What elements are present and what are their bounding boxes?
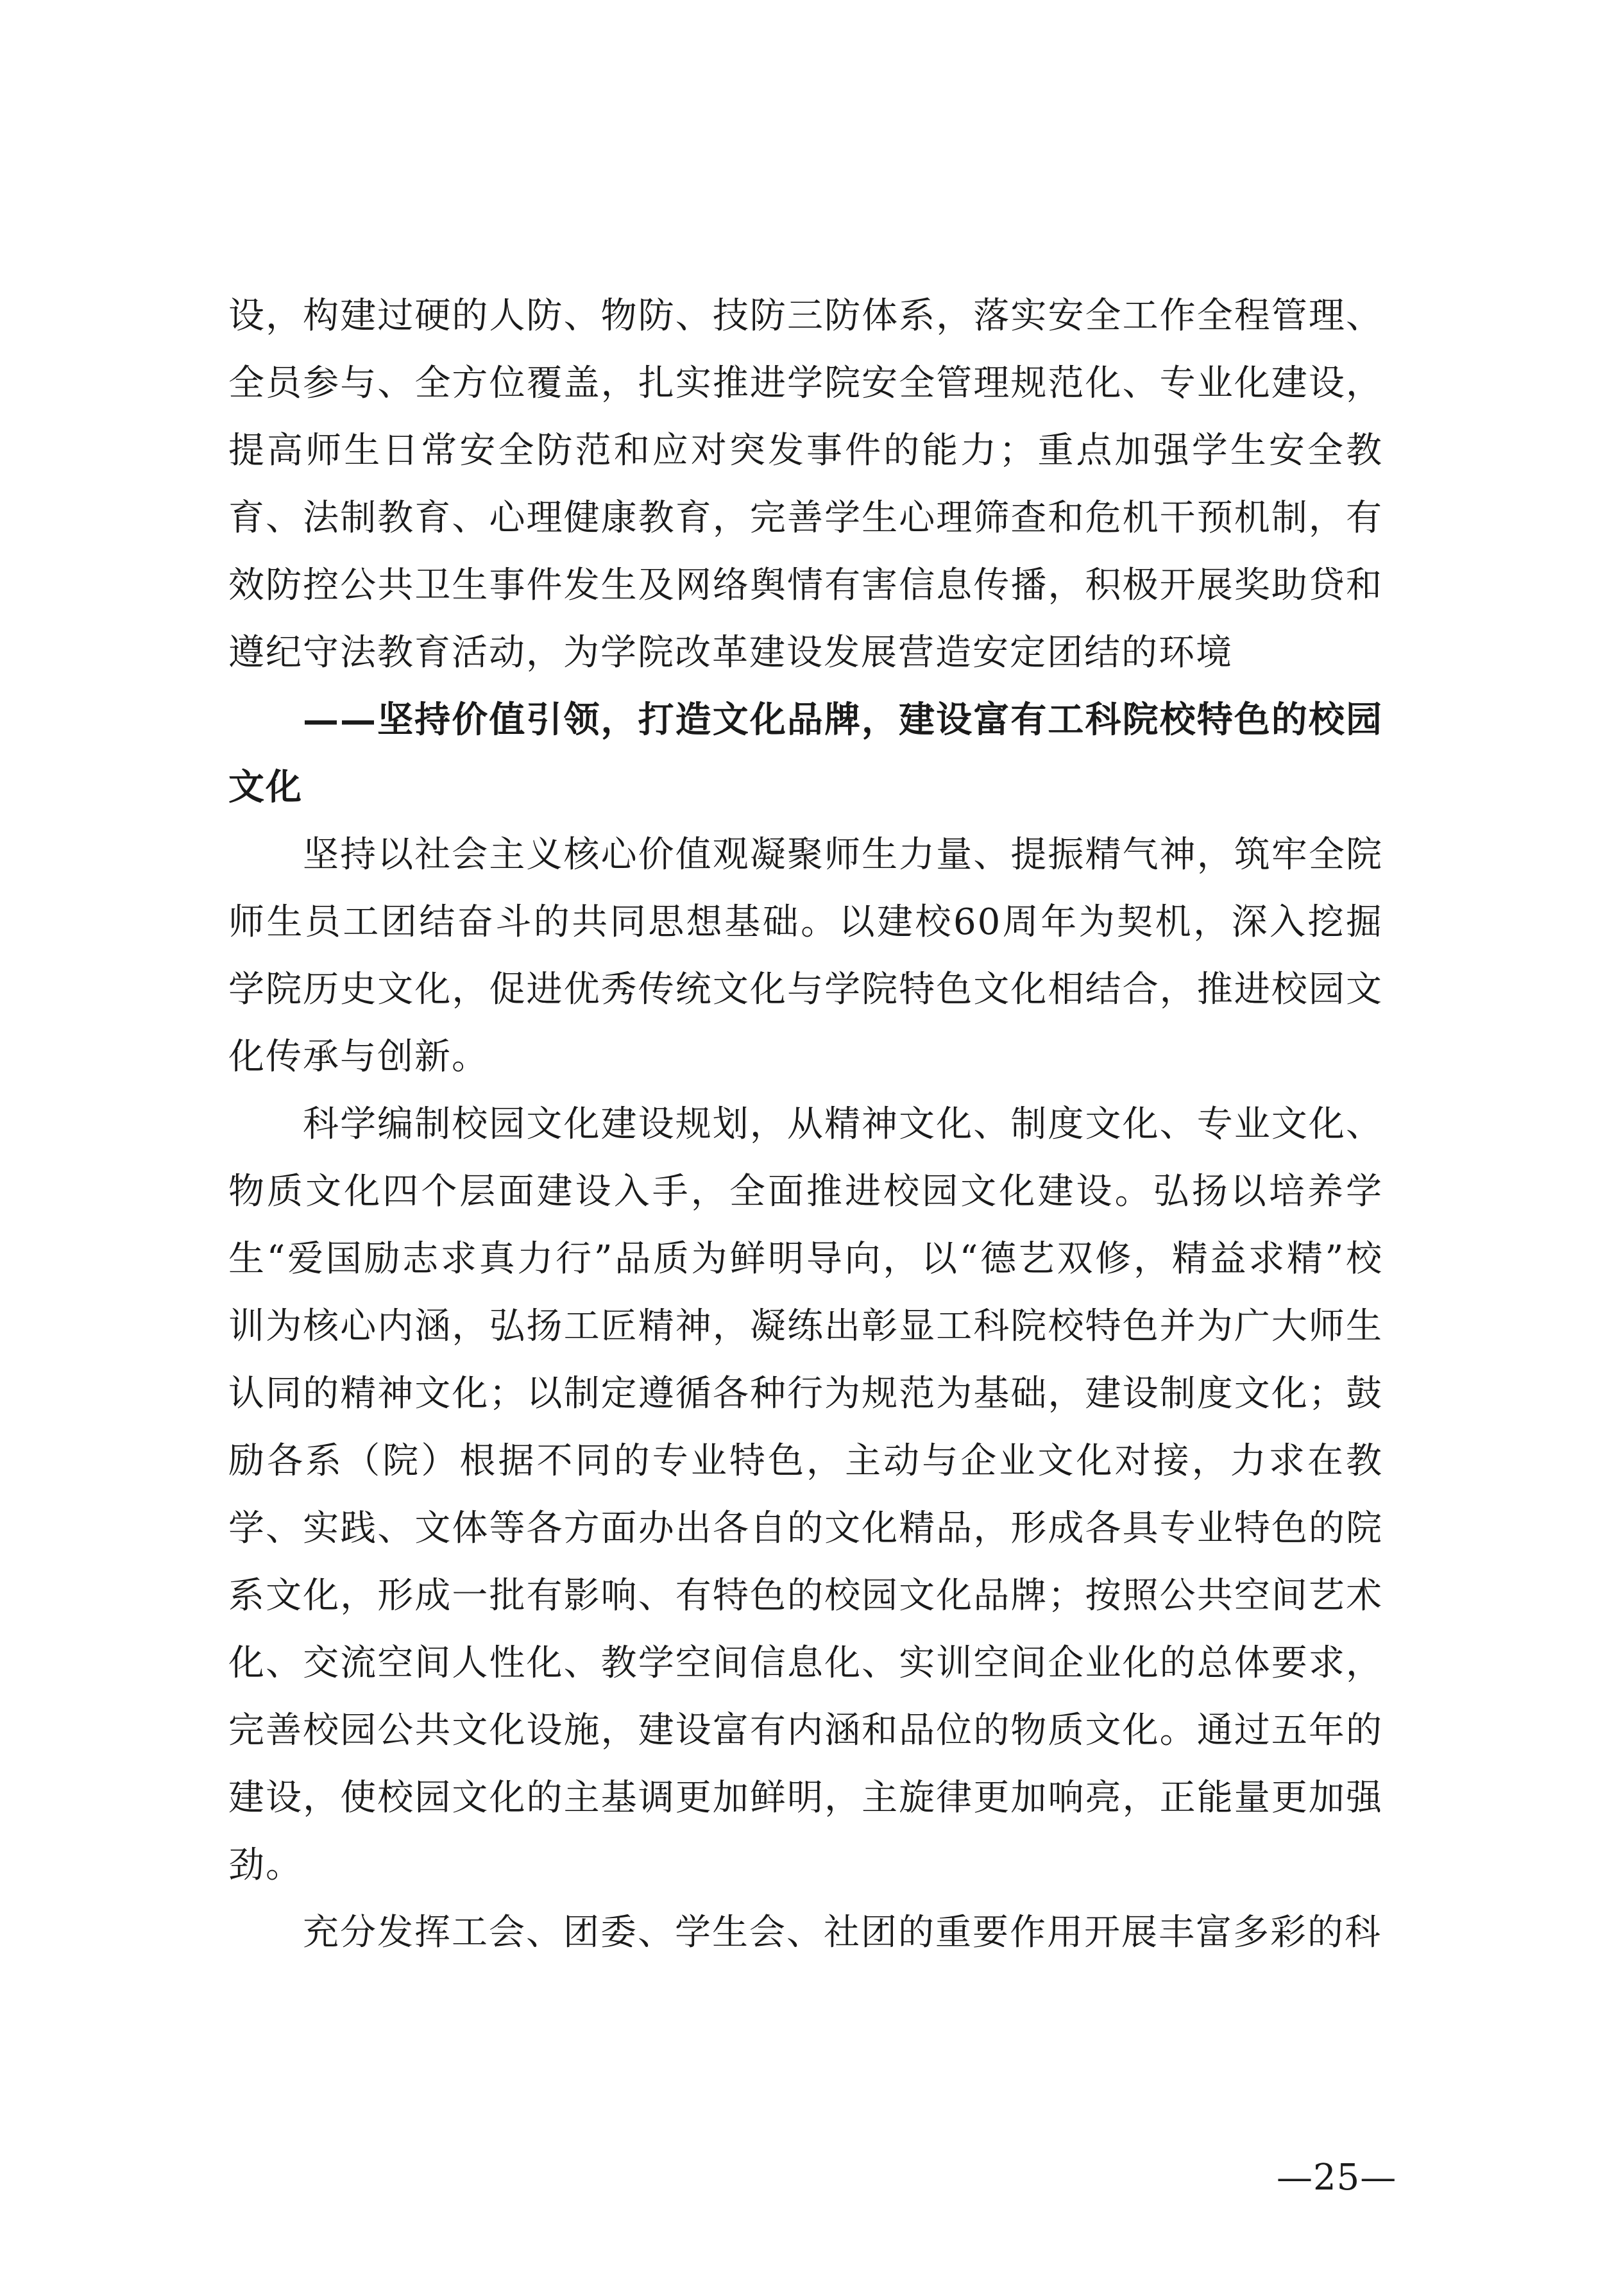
paragraph-core-values: 坚持以社会主义核心价值观凝聚师生力量、提振精气神，筑牢全院师生员工团结奋斗的共同思想基础。以建校60周年为契机，深入挖掘学院历史文化，促进优秀传统文化与学院特色文化相结合，推进校园文化传承与创新。: [228, 834, 1383, 1078]
paragraph-activities: 充分发挥工会、团委、学生会、社团的重要作用开展丰富多彩的科: [303, 1912, 1382, 1953]
document-body: [228, 282, 1383, 1966]
paragraph-campus-safety: 设，构建过硬的人防、物防、技防三防体系，落实安全工作全程管理、全员参与、全方位覆盖，扎实推进学院安全管理规范化、专业化建设，提高师生日常安全防范和应对突发事件的能力；重点加强学生安全教育、法制教育、心理健康教育，完善学生心理筛查和危机干预机制，有效防控公共卫生事件发生及网络舆情有害信息传播，积极开展奖助贷和遵纪守法教育活动，为学院改革建设发展营造安定团结的环境: [228, 295, 1383, 674]
section-heading-campus-culture: ——坚持价值引领，打造文化品牌，建设富有工科院校特色的校园文化: [228, 699, 1383, 808]
page-number: —25—: [1277, 2157, 1397, 2198]
paragraph-culture-planning: 科学编制校园文化建设规划，从精神文化、制度文化、专业文化、物质文化四个层面建设入手，全面推进校园文化建设。弘扬以培养学生“爱国励志求真力行”品质为鲜明导向，以“德艺双修，精益求精”校训为核心内涵，弘扬工匠精神，凝练出彰显工科院校特色并为广大师生认同的精神文化；以制定遵循各种行为规范为基础，建设制度文化；鼓励各系（院）根据不同的专业特色，主动与企业文化对接，力求在教学、实践、文体等各方面办出各自的文化精品，形成各具专业特色的院系文化，形成一批有影响、有特色的校园文化品牌；按照公共空间艺术化、交流空间人性化、教学空间信息化、实训空间企业化的总体要求，完善校园公共文化设施，建设富有内涵和品位的物质文化。通过五年的建设，使校园文化的主基调更加鲜明，主旋律更加响亮，正能量更加强劲。: [228, 1103, 1383, 1886]
